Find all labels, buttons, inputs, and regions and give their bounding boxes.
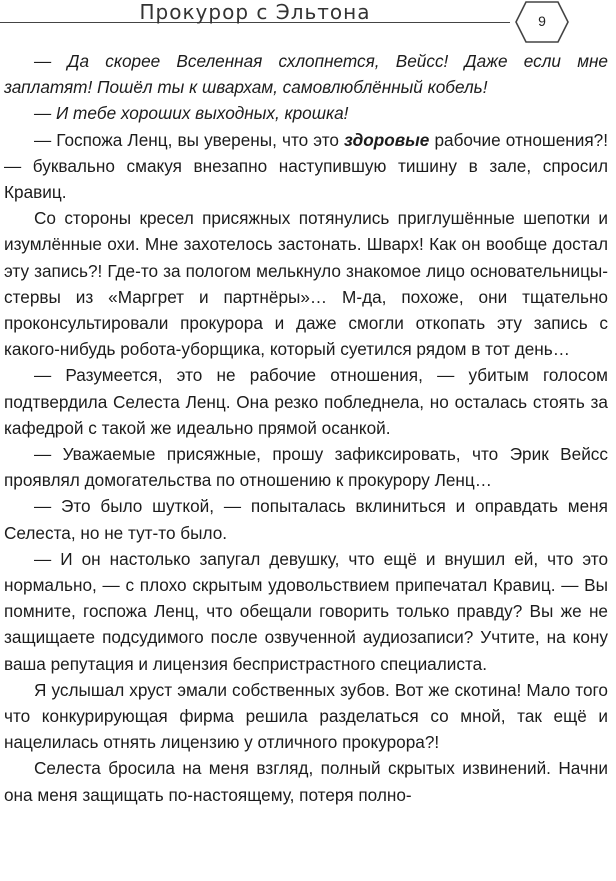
paragraph-8: — И он настолько запугал девушку, что ещё и внушил ей, что это нормально, — с плохо скрытым удовольствием припечатал Кравиц. — Вы помните, госпожа Ленц, что обещали говорить только правду? Вы же не защищаете подсудимого после озвученной аудиозаписи? Учтите, на кону ваша репутация и лицензия беспристрастного специалиста.: [4, 548, 608, 674]
paragraph-3: [4, 127, 608, 206]
body-text: [4, 48, 608, 808]
paragraph-3-emphasis: здоровые: [344, 129, 430, 150]
paragraph-4: Со стороны кресел присяжных потянулись приглушённые шепотки и изумлённые охи. Мне захотелось застонать. Шварх! Как он вообще достал эту запись?! Где-то за пологом мелькнуло знакомое лицо основательницы-стервы из «Маргрет и партнёры»… М-да, похоже, они тщательно проконсультировали прокурора и даже смогли откопать эту запись с какого-нибудь робота-уборщика, который суетился рядом в тот день…: [4, 208, 608, 360]
paragraph-1: [4, 48, 608, 100]
running-header: [0, 0, 616, 44]
paragraph-10: Селеста бросила на меня взгляд, полный скрытых извинений. Начни она меня защищать по-настоящему, потеря полно-: [4, 758, 608, 805]
paragraph-3-before: — Госпожа Ленц, вы уверены, что это: [34, 129, 345, 150]
paragraph-1-text: — Да скорее Вселенная схлопнется, Вейсс! Даже если мне заплатят! Пошёл ты к швархам, самовлюблённый кобель!: [4, 51, 608, 98]
paragraph-2-text: — И тебе хороших выходных, крошка!: [34, 103, 349, 124]
paragraph-2: [4, 100, 608, 126]
paragraph-6: — Уважаемые присяжные, прошу зафиксировать, что Эрик Вейсс проявлял домогательства по отношению к прокурору Ленц…: [4, 444, 608, 491]
book-title: [0, 2, 510, 22]
book-title-text: Прокурор с Эльтона: [130, 2, 381, 22]
page-number: 9: [538, 13, 546, 29]
paragraph-3-after: рабочие отношения?! — буквально смакуя внезапно наступившую тишину в зале, спросил Кравиц.: [4, 129, 608, 203]
paragraph-5: — Разумеется, это не рабочие отношения, — убитым голосом подтвердила Селеста Ленц. Она резко побледнела, но осталась стоять за кафедрой с такой же идеально прямой осанкой.: [4, 365, 608, 438]
paragraph-7: — Это было шуткой, — попыталась вклиниться и оправдать меня Селеста, но не тут-то было.: [4, 496, 608, 543]
paragraph-9: Я услышал хруст эмали собственных зубов. Вот же скотина! Мало того что конкурирующая фирма решила разделаться со мной, так ещё и нацелилась отнять лицензию у отличного прокурора?!: [4, 679, 608, 753]
